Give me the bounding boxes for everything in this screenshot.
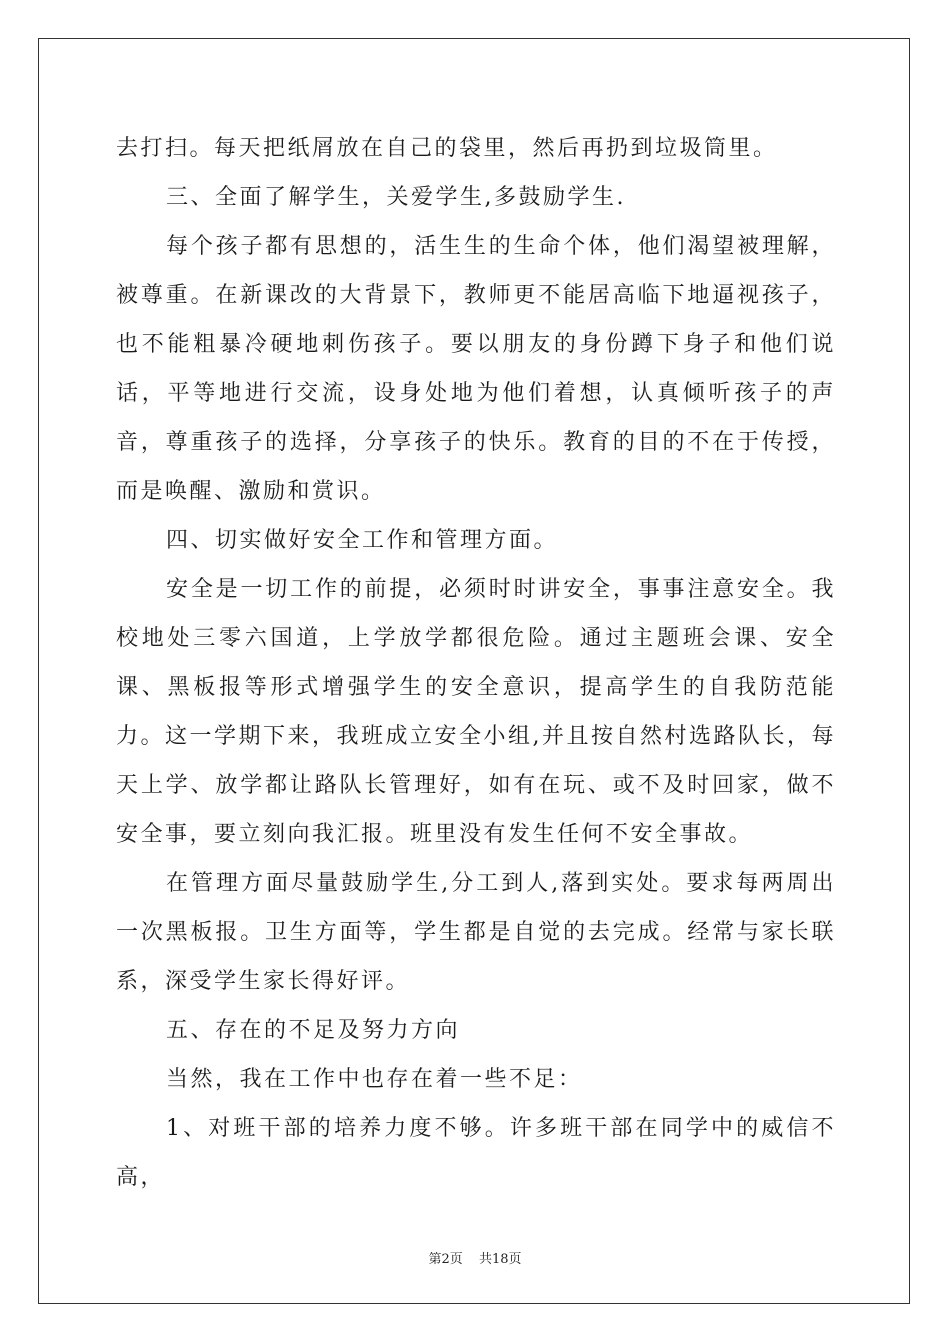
paragraph-understanding-students: 每个孩子都有思想的，活生生的生命个体，他们渴望被理解，被尊重。在新课改的大背景下，教师更不能居高临下地逼视孩子，也不能粗暴冷硬地刺伤孩子。要以朋友的身份蹲下身子和他们说话，平等地进行交流，设身处地为他们着想，认真倾听孩子的声音，尊重孩子的选择，分享孩子的快乐。教育的目的不在于传授，而是唤醒、激励和赏识。 [116, 234, 836, 504]
paragraph-management: 在管理方面尽量鼓励学生,分工到人,落到实处。要求每两周出一次黑板报。卫生方面等，学生都是自觉的去完成。经常与家长联系，深受学生家长得好评。 [116, 871, 836, 994]
section-heading-4: 四、切实做好安全工作和管理方面。 [166, 528, 559, 553]
page-number: 第2页 [428, 1252, 463, 1267]
document-body [116, 124, 836, 1202]
section-heading-5: 五、存在的不足及努力方向 [166, 1018, 461, 1043]
paragraph-shortcomings-intro: 当然，我在工作中也存在着一些不足： [166, 1067, 583, 1092]
paragraph-shortcoming-1: 1、对班干部的培养力度不够。许多班干部在同学中的威信不高， [116, 1116, 836, 1190]
section-heading-3: 三、全面了解学生，关爱学生,多鼓励学生. [166, 185, 626, 210]
page-footer [0, 1248, 950, 1267]
paragraph-safety: 安全是一切工作的前提，必须时时讲安全，事事注意安全。我校地处三零六国道，上学放学都很危险。通过主题班会课、安全课、黑板报等形式增强学生的安全意识，提高学生的自我防范能力。这一学期下来，我班成立安全小组,并且按自然村选路队长，每天上学、放学都让路队长管理好，如有在玩、或不及时回家，做不安全事，要立刻向我汇报。班里没有发生任何不安全事故。 [116, 577, 836, 847]
page-total: 共18页 [478, 1252, 522, 1267]
paragraph-1: 去打扫。每天把纸屑放在自己的袋里，然后再扔到垃圾筒里。 [116, 136, 778, 161]
